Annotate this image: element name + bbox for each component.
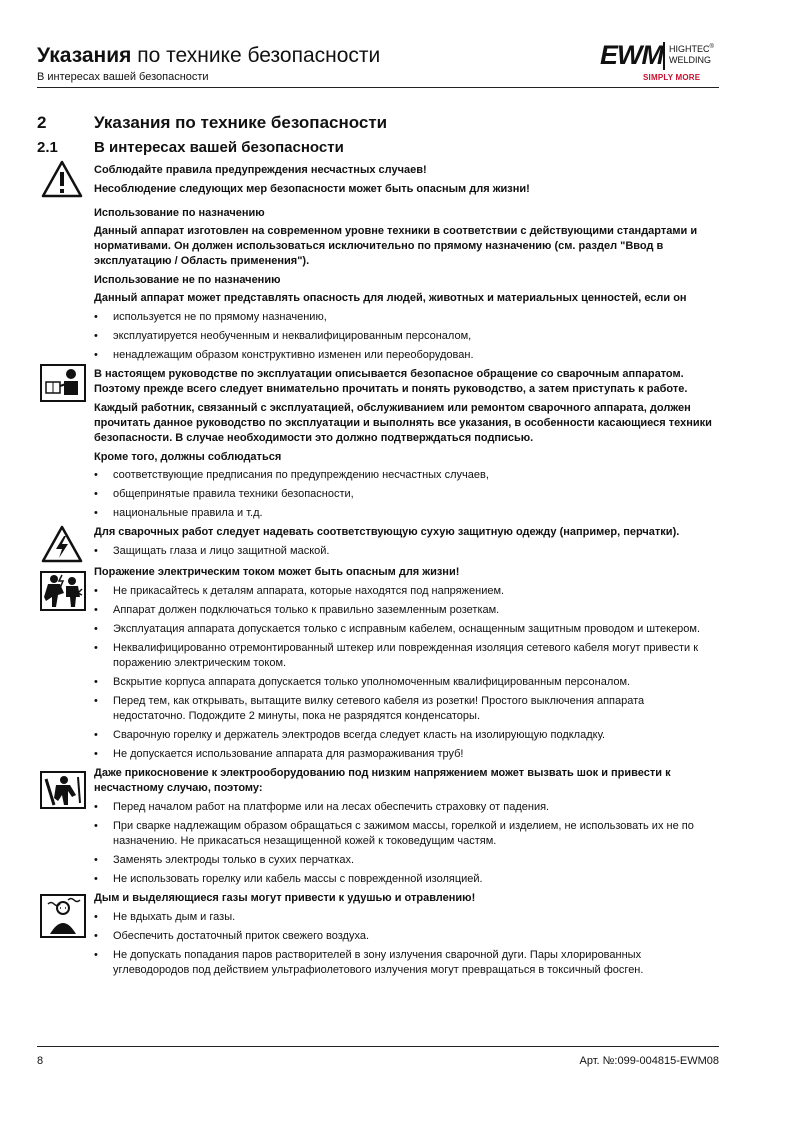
toxic-fumes-icon [40,894,86,938]
low-voltage-heading: Даже прикосновение к электрооборудованию под низким напряжением может вызвать шок и привести к несчастному случаю, поэтому: [94,767,671,794]
intended-use-text: Данный аппарат изготовлен на современном уровне техники в соответствии с действующими стандартами и нормативами. Он должен использоваться исключительно по прямому назначению (см. раздел "Ввод в эксплуатацию / Область применения"). [94,225,698,267]
list-item: • Не прикасайтесь к деталям аппарата, которые находятся под напряжением. [94,584,719,599]
intended-use-heading: Использование по назначению [94,207,265,219]
fumes-heading: Дым и выделяющиеся газы могут привести к удушью и отравлению! [94,892,476,904]
list-item: • Не вдыхать дым и газы. [94,910,719,925]
warning-triangle-icon [41,160,83,198]
logo-line2: WELDING [669,55,712,65]
logo-line1: HIGHTEC [669,44,710,54]
list-item: • соответствующие предписания по предупреждению несчастных случаев, [94,468,719,483]
subsection-heading [37,139,344,157]
list-item: • Не использовать горелку или кабель массы с поврежденной изоляцией. [94,872,719,887]
logo-main-text: EWM [600,40,663,70]
clothing-heading: Для сварочных работ следует надевать соответствующую сухую защитную одежду (например, перчатки). [94,526,680,538]
logo-hightec-welding [669,42,714,66]
header-title-bold: Указания [37,44,132,67]
section-title: Указания по технике безопасности [94,113,388,132]
electric-heading: Поражение электрическим током может быть опасным для жизни! [94,566,460,578]
manual-list [94,468,719,521]
misuse-text: Данный аппарат может представлять опасность для людей, животных и материальных ценностей, если он [94,292,687,304]
page-header-subtitle: В интересах вашей безопасности [37,71,209,83]
article-number: Арт. №:099-004815-EWM08 [579,1055,719,1067]
subsection-number: 2.1 [37,139,58,156]
list-item: • Вскрытие корпуса аппарата допускается только уполномоченным квалифицированным персоналом. [94,675,719,690]
list-item: • национальные правила и т.д. [94,506,719,521]
warning-line-2: Несоблюдение следующих мер безопасности может быть опасным для жизни! [94,183,530,195]
manual-paragraph-1: В настоящем руководстве по эксплуатации описывается безопасное обращение со сварочным аппаратом. Поэтому прежде всего следует внимательно прочитать и понять руководство, а затем приступать к работе. [94,368,688,395]
list-item: • общепринятые правила техники безопасности, [94,487,719,502]
fumes-list [94,910,719,978]
list-item: • При сварке надлежащим образом обращаться с зажимом массы, горелкой и изделием, не использовать их не по назначению. Не прикасаться незащищенной кожей к токоведущим частям. [94,819,719,849]
electric-shock-icon [40,571,86,611]
misuse-heading: Использование не по назначению [94,274,281,286]
electric-list [94,584,719,762]
clothing-list [94,544,719,559]
list-item: • Заменять электроды только в сухих перчатках. [94,853,719,868]
manual-heading: Кроме того, должны соблюдаться [94,451,282,463]
list-item: • Перед тем, как открывать, вытащите вилку сетевого кабеля из розетки! Простого выключения аппарата недостаточно. Подождите 2 минуты, пока не разрядятся конденсаторы. [94,694,719,724]
high-voltage-warning-icon [41,525,83,563]
section-heading [37,113,387,133]
list-item: • Перед началом работ на платформе или на лесах обеспечить страховку от падения. [94,800,719,815]
main-content [94,163,719,982]
page-header-title [37,44,380,68]
list-item: • Не допускать попадания паров растворителей в зону излучения сварочной дуги. Пары хлорированных углеводородов под действием ультрафиолетового излучения могут превращаться в токсичный фосген. [94,948,719,978]
read-manual-icon [40,364,86,402]
ewm-logo [600,40,718,86]
logo-bar [663,42,665,70]
manual-paragraph-2: Каждый работник, связанный с эксплуатацией, обслуживанием или ремонтом сварочного аппарата, должен прочитать данное руководство по эксплуатации и выполнять все указания, в особенности касающиеся техники безопасности. В случае необходимости это должно подтверждаться подписью. [94,402,712,444]
list-item: • Неквалифицированно отремонтированный штекер или поврежденная изоляция сетевого кабеля могут привести к поражению электрическим током. [94,641,719,671]
list-item: • Не допускается использование аппарата для размораживания труб! [94,747,719,762]
logo-reg: ® [709,44,714,50]
list-item: • используется не по прямому назначению, [94,310,719,325]
low-voltage-list [94,800,719,887]
header-divider [37,87,719,88]
fall-hazard-icon [40,771,86,809]
header-title-rest: по технике безопасности [131,44,381,67]
subsection-title: В интересах вашей безопасности [94,139,344,156]
list-item: • Обеспечить достаточный приток свежего воздуха. [94,929,719,944]
misuse-list [94,310,719,363]
list-item: • Сварочную горелку и держатель электродов всегда следует класть на изолирующую подкладку. [94,728,719,743]
footer-divider [37,1046,719,1047]
page-number: 8 [37,1055,44,1067]
list-item: • Эксплуатация аппарата допускается только с исправным кабелем, оснащенным защитным проводом и штекером. [94,622,719,637]
warning-line-1: Соблюдайте правила предупреждения несчастных случаев! [94,164,427,176]
list-item: • Защищать глаза и лицо защитной маской. [94,544,719,559]
list-item: • Аппарат должен подключаться только к правильно заземленным розеткам. [94,603,719,618]
list-item: • ненадлежащим образом конструктивно изменен или переоборудован. [94,348,719,363]
list-item: • эксплуатируется необученным и неквалифицированным персоналом, [94,329,719,344]
section-number: 2 [37,113,47,132]
logo-tagline: SIMPLY MORE [643,73,701,82]
